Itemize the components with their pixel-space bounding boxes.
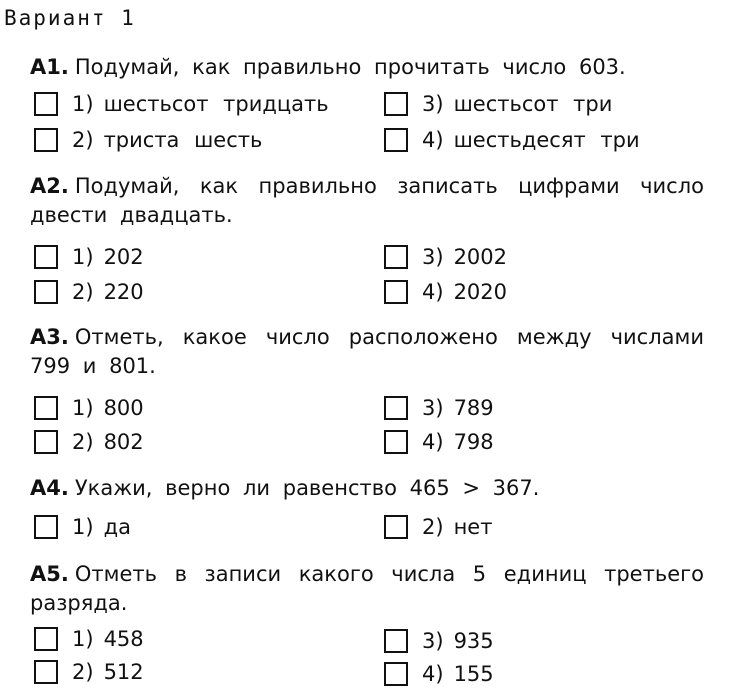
variant-title: Вариант 1 (4, 6, 136, 30)
option-label: 155 (453, 662, 494, 686)
question-number: А3. (30, 325, 69, 349)
checkbox[interactable] (34, 92, 58, 116)
option-a3-1[interactable] (34, 393, 144, 423)
option-a5-2[interactable] (34, 657, 144, 687)
option-number: 2) (72, 430, 94, 454)
option-number: 3) (422, 629, 444, 653)
checkbox[interactable] (384, 280, 408, 304)
checkbox[interactable] (34, 627, 58, 651)
option-label: 2020 (453, 280, 508, 304)
checkbox[interactable] (384, 662, 408, 686)
option-a2-3[interactable] (384, 242, 507, 272)
checkbox[interactable] (34, 280, 58, 304)
question-number: А2. (30, 174, 69, 198)
checkbox[interactable] (34, 396, 58, 420)
question-a1 (30, 53, 704, 82)
checkbox[interactable] (34, 128, 58, 152)
checkbox[interactable] (384, 430, 408, 454)
question-a5 (30, 560, 704, 618)
option-a5-1[interactable] (34, 624, 144, 654)
option-label: 220 (103, 280, 144, 304)
question-text: Подумай, как правильно прочитать число 603. (74, 55, 626, 79)
option-label: 802 (103, 430, 144, 454)
option-a5-3[interactable] (384, 626, 494, 656)
option-label: 202 (103, 245, 144, 269)
option-label: 458 (103, 627, 144, 651)
question-text: Отметь в записи какого числа 5 единиц третьего разряда. (30, 562, 704, 615)
option-number: 1) (72, 627, 94, 651)
option-label: шестьсот три (453, 92, 613, 116)
option-number: 2) (422, 515, 444, 539)
checkbox[interactable] (384, 396, 408, 420)
option-number: 4) (422, 280, 444, 304)
option-label: 800 (103, 396, 144, 420)
option-number: 4) (422, 662, 444, 686)
option-number: 3) (422, 245, 444, 269)
option-number: 2) (72, 128, 94, 152)
option-label: шестьдесят три (453, 128, 640, 152)
option-number: 1) (72, 396, 94, 420)
question-number: А1. (30, 55, 69, 79)
option-label: 789 (453, 396, 494, 420)
option-a3-3[interactable] (384, 393, 494, 423)
question-a4 (30, 474, 704, 503)
option-number: 1) (72, 515, 94, 539)
checkbox[interactable] (34, 245, 58, 269)
option-a1-2[interactable] (34, 125, 262, 155)
option-number: 4) (422, 430, 444, 454)
option-number: 3) (422, 92, 444, 116)
option-a4-2[interactable] (384, 512, 492, 542)
checkbox[interactable] (384, 629, 408, 653)
checkbox[interactable] (34, 430, 58, 454)
option-label: 798 (453, 430, 494, 454)
option-number: 2) (72, 660, 94, 684)
option-a1-1[interactable] (34, 89, 329, 119)
option-label: шестьсот тридцать (103, 92, 329, 116)
option-a3-4[interactable] (384, 427, 494, 457)
option-a1-3[interactable] (384, 89, 612, 119)
option-a5-4[interactable] (384, 659, 494, 689)
question-number: А4. (30, 476, 69, 500)
option-a2-2[interactable] (34, 277, 144, 307)
question-a3 (30, 323, 704, 381)
option-a1-4[interactable] (384, 125, 640, 155)
checkbox[interactable] (384, 515, 408, 539)
option-number: 1) (72, 245, 94, 269)
checkbox[interactable] (384, 92, 408, 116)
question-text: Укажи, верно ли равенство 465 > 367. (74, 476, 540, 500)
checkbox[interactable] (34, 660, 58, 684)
option-number: 2) (72, 280, 94, 304)
option-label: 2002 (453, 245, 508, 269)
option-label: триста шесть (103, 128, 263, 152)
option-number: 4) (422, 128, 444, 152)
checkbox[interactable] (384, 128, 408, 152)
option-a3-2[interactable] (34, 427, 144, 457)
option-label: 935 (453, 629, 494, 653)
option-a2-1[interactable] (34, 242, 144, 272)
question-number: А5. (30, 562, 69, 586)
checkbox[interactable] (384, 245, 408, 269)
option-a4-1[interactable] (34, 512, 131, 542)
option-label: да (103, 515, 131, 539)
option-number: 3) (422, 396, 444, 420)
option-a2-4[interactable] (384, 277, 507, 307)
option-label: 512 (103, 660, 144, 684)
option-label: нет (453, 515, 493, 539)
question-text: Отметь, какое число расположено между числами 799 и 801. (30, 325, 704, 378)
option-number: 1) (72, 92, 94, 116)
question-a2 (30, 172, 704, 230)
question-text: Подумай, как правильно записать цифрами число двести двадцать. (30, 174, 704, 227)
checkbox[interactable] (34, 515, 58, 539)
